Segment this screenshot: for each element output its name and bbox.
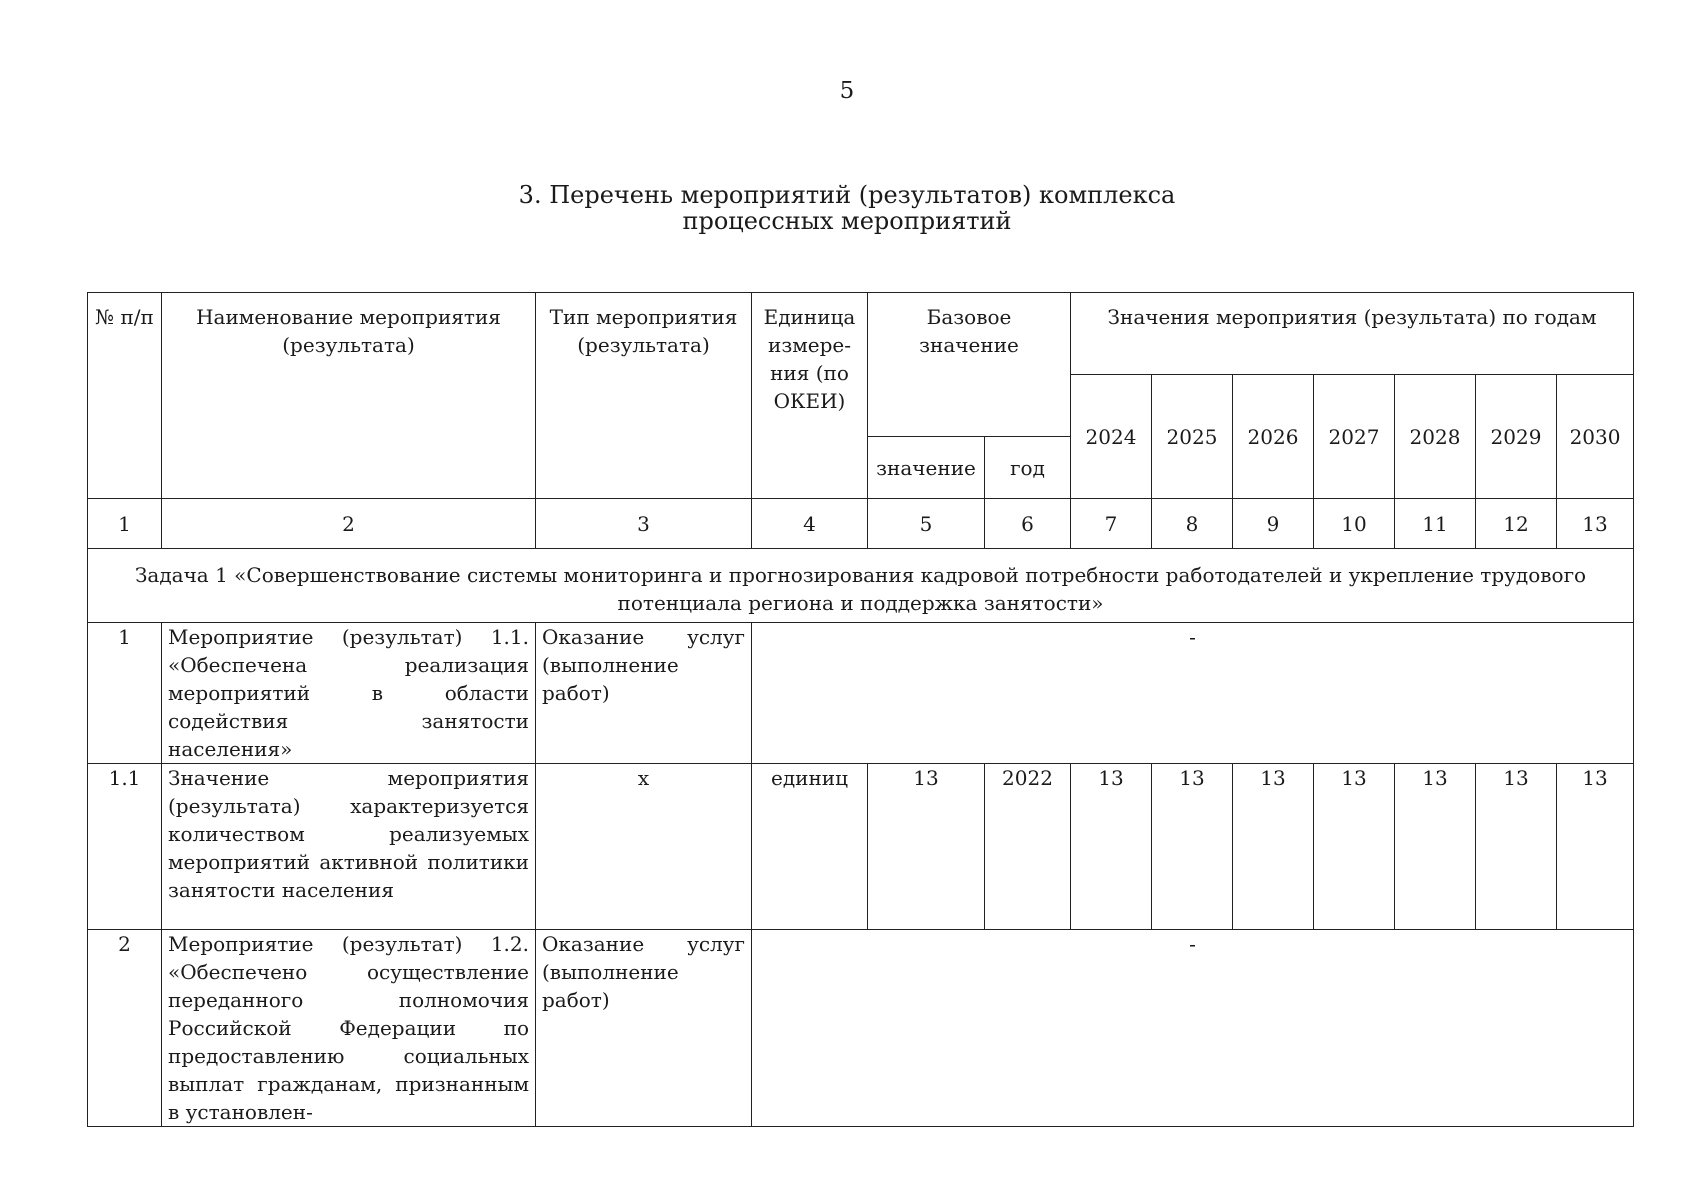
column-number: 10 [1314, 499, 1395, 549]
row-year-value: 13 [1233, 764, 1314, 930]
header-type: Тип мероприятия (результата) [536, 293, 752, 499]
column-number: 5 [868, 499, 985, 549]
row-name: Мероприятие (результат) 1.1. «Обеспечена реализация мероприятий в области содействия занятости населения» [162, 623, 536, 764]
header-year: 2027 [1314, 375, 1395, 499]
header-year: 2026 [1233, 375, 1314, 499]
column-number: 6 [985, 499, 1071, 549]
task-row [88, 549, 1634, 623]
column-numbers-row [88, 499, 1634, 549]
task-heading: Задача 1 «Совершенствование системы мониторинга и прогнозирования кадровой потребности работодателей и укрепление трудового потенциала региона и поддержка занятости» [88, 549, 1634, 623]
column-number: 8 [1152, 499, 1233, 549]
header-row-1 [88, 293, 1634, 375]
row-num: 1 [88, 623, 162, 764]
row-unit: единиц [752, 764, 868, 930]
row-base-value: 13 [868, 764, 985, 930]
header-year: 2028 [1395, 375, 1476, 499]
row-dash: - [752, 930, 1634, 1127]
header-name: Наименование мероприятия (результата) [162, 293, 536, 499]
row-type: Оказание услуг (выполнение работ) [536, 623, 752, 764]
column-number: 13 [1557, 499, 1634, 549]
header-unit: Единица измере-ния (по ОКЕИ) [752, 293, 868, 499]
row-num: 1.1 [88, 764, 162, 930]
row-year-value: 13 [1557, 764, 1634, 930]
row-type: х [536, 764, 752, 930]
header-year: 2030 [1557, 375, 1634, 499]
column-number: 3 [536, 499, 752, 549]
row-base-year: 2022 [985, 764, 1071, 930]
header-base-year: год [985, 437, 1071, 499]
row-name: Значение мероприятия (результата) характеризуется количеством реализуемых мероприятий активной политики занятости населения [162, 764, 536, 930]
row-dash: - [752, 623, 1634, 764]
header-num: № п/п [88, 293, 162, 499]
row-year-value: 13 [1476, 764, 1557, 930]
table-row [88, 764, 1634, 930]
column-number: 4 [752, 499, 868, 549]
column-number: 1 [88, 499, 162, 549]
column-number: 2 [162, 499, 536, 549]
column-number: 7 [1071, 499, 1152, 549]
row-name: Мероприятие (результат) 1.2. «Обеспечено осуществление переданного полномочия Российской Федерации по предоставлению социальных выплат гражданам, признанным в установлен- [162, 930, 536, 1127]
events-table [87, 292, 1634, 1127]
row-year-value: 13 [1314, 764, 1395, 930]
column-number: 12 [1476, 499, 1557, 549]
row-num: 2 [88, 930, 162, 1127]
table-row [88, 930, 1634, 1127]
row-year-value: 13 [1395, 764, 1476, 930]
header-year: 2024 [1071, 375, 1152, 499]
row-type: Оказание услуг (выполнение работ) [536, 930, 752, 1127]
header-year: 2025 [1152, 375, 1233, 499]
column-number: 11 [1395, 499, 1476, 549]
header-year: 2029 [1476, 375, 1557, 499]
header-base-value: значение [868, 437, 985, 499]
table-row [88, 623, 1634, 764]
row-year-value: 13 [1152, 764, 1233, 930]
page-number: 5 [839, 78, 855, 104]
section-title [0, 182, 1694, 234]
title-line-2: процессных мероприятий [682, 207, 1012, 235]
header-base: Базовое значение [868, 293, 1071, 437]
column-number: 9 [1233, 499, 1314, 549]
title-line-1: 3. Перечень мероприятий (результатов) комплекса [518, 181, 1176, 209]
row-year-value: 13 [1071, 764, 1152, 930]
header-values-by-year: Значения мероприятия (результата) по годам [1071, 293, 1634, 375]
